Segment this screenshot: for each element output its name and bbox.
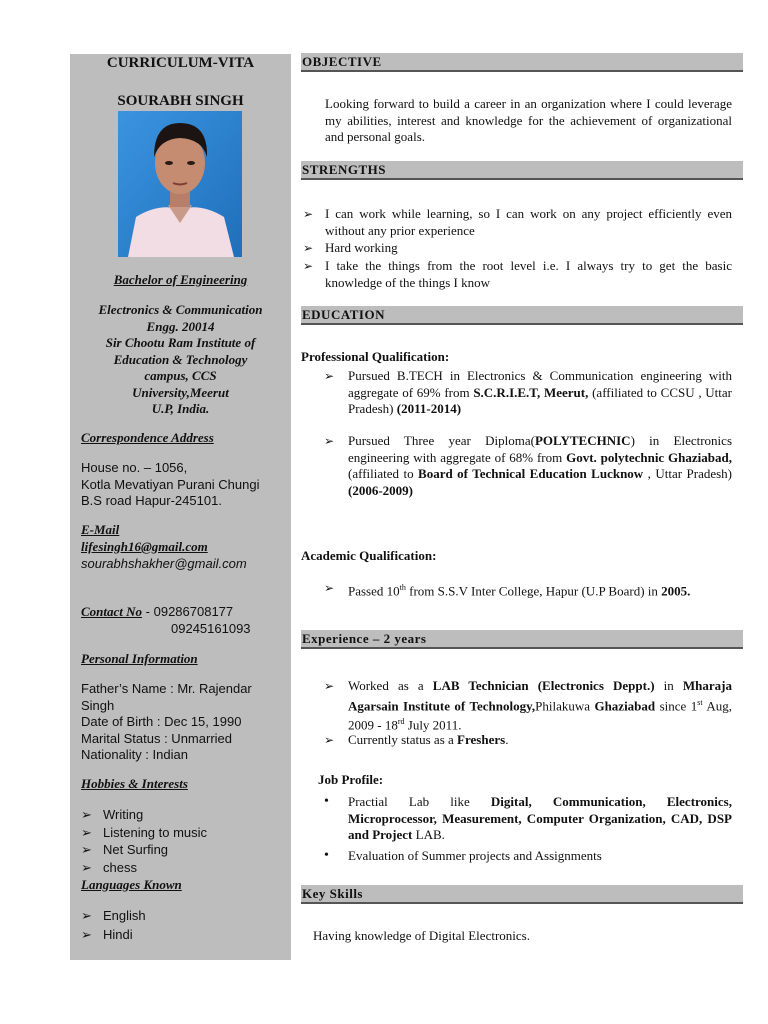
list-item: ➢ Pursued Three year Diploma(POLYTECHNIC) in Electronics engineering with aggregate of 68% from Govt. polytechnic Ghaziabad, (affiliated to Board of Technical Education Lucknow , Uttar Pradesh) (2006-2009) (324, 433, 733, 498)
strengths-heading: STRENGTHS (301, 161, 743, 180)
list-item: • Evaluation of Summer projects and Assignments (324, 848, 602, 863)
candidate-name: SOURABH SINGH (117, 93, 244, 109)
list-item: ➢ I take the things from the root level i.e. I always try to get the basic knowledge of the things I know (303, 258, 732, 290)
degree-line: U.P, India. (151, 401, 210, 416)
job-profile-heading: Job Profile: (318, 772, 384, 787)
hobby-label: chess (103, 859, 137, 875)
list-item: ➢ Currently status as a Freshers. (324, 732, 509, 747)
phone-number[interactable]: 09245161093 (171, 621, 251, 636)
key-skills-heading: Key Skills (301, 885, 743, 904)
list-item (81, 824, 207, 842)
academic-heading: Academic Qualification: (301, 548, 437, 563)
degree-line: Electronics & Communication (98, 302, 263, 317)
arrow-bullet-icon: ➢ (81, 859, 92, 875)
list-item: ➢ Passed 10th from S.S.V Inter College, Hapur (U.P Board) in 2005. (324, 581, 691, 599)
languages-list (81, 906, 146, 944)
list-item: ➢ Hard working (303, 240, 398, 255)
arrow-bullet-icon: ➢ (303, 259, 314, 273)
language-label: English (103, 908, 146, 923)
degree-line: campus, CCS (144, 368, 217, 383)
degree-details (70, 302, 291, 418)
key-skills-text: Having knowledge of Digital Electronics. (313, 928, 530, 943)
experience-heading: Experience – 2 years (301, 630, 743, 649)
arrow-bullet-icon: ➢ (324, 733, 335, 747)
contact-row (81, 604, 233, 620)
arrow-bullet-icon: ➢ (303, 207, 314, 221)
list-item (81, 841, 207, 859)
personal-line: Marital Status : Unmarried (81, 730, 232, 746)
email-heading: E-Mail (81, 522, 120, 537)
degree-line: Engg. 20014 (146, 318, 215, 334)
email-primary-link[interactable]: lifesingh16@gmail.com (81, 539, 208, 554)
personal-line: Father’s Name : Mr. Rajendar (81, 681, 252, 696)
arrow-bullet-icon: ➢ (324, 369, 335, 383)
list-item (81, 925, 146, 944)
arrow-bullet-icon: ➢ (81, 927, 92, 942)
list-item (81, 859, 207, 877)
personal-line: Singh (81, 697, 115, 713)
arrow-bullet-icon: ➢ (303, 241, 314, 255)
arrow-bullet-icon: ➢ (81, 842, 92, 857)
list-item (81, 806, 207, 824)
personal-line: Nationality : Indian (81, 747, 188, 762)
personal-info (81, 681, 252, 764)
email-secondary-link[interactable]: sourabhshakher@gmail.com (81, 556, 247, 571)
list-item (81, 906, 146, 925)
hobby-label: Writing (103, 807, 144, 822)
hobby-label: Listening to music (103, 824, 208, 840)
languages-heading: Languages Known (81, 877, 182, 892)
person-photo-icon (118, 111, 242, 257)
hobbies-heading: Hobbies & Interests (81, 776, 188, 791)
professional-heading: Professional Qualification: (301, 349, 450, 364)
arrow-bullet-icon: ➢ (324, 581, 335, 595)
list-item: • Practial Lab like Digital, Communication, Electronics, Microprocessor, Measurement, Computer Organization, CAD, DSP and Project LAB. (324, 794, 732, 842)
list-item: ➢ Pursued B.TECH in Electronics & Communication engineering with aggregate of 69% from S.C.R.I.E.T, Meerut, (affiliated to CCSU , Uttar Pradesh) (2011-2014) (324, 368, 732, 416)
contact-separator: - (142, 604, 154, 619)
arrow-bullet-icon: ➢ (81, 807, 92, 822)
contact-label: Contact No (81, 604, 143, 619)
phone-number[interactable]: 09286708177 (153, 604, 234, 619)
education-heading: EDUCATION (301, 306, 743, 325)
address-line: B.S road Hapur-245101. (81, 493, 222, 508)
address-heading: Correspondence Address (81, 430, 214, 445)
profile-photo (118, 111, 242, 257)
hobby-label: Net Surfing (103, 842, 169, 857)
degree-line: Sir Chootu Ram Institute of (105, 335, 256, 350)
address-block (81, 460, 260, 510)
arrow-bullet-icon: ➢ (81, 908, 92, 923)
list-item: ➢ Worked as a LAB Technician (Electronics Deppt.) in Mharaja Agarsain Institute of Technology,Philakuwa Ghaziabad since 1st Aug, 2009 - 18rd July 2011. (324, 678, 733, 733)
language-label: Hindi (103, 927, 133, 942)
personal-heading: Personal Information (81, 651, 198, 666)
hobbies-list (81, 806, 207, 876)
bullet-dot-icon: • (324, 794, 329, 809)
arrow-bullet-icon: ➢ (324, 434, 335, 448)
arrow-bullet-icon: ➢ (81, 824, 92, 840)
cv-title: CURRICULUM-VITA (106, 55, 255, 71)
bullet-dot-icon: • (324, 848, 329, 863)
objective-text: Looking forward to build a career in an organization where I could leverage my abilities, interest and knowledge for the achievement of organizational and personal goals. (325, 96, 732, 144)
objective-heading: OBJECTIVE (301, 53, 743, 72)
arrow-bullet-icon: ➢ (324, 679, 335, 693)
degree-line: Education & Technology (113, 351, 248, 367)
degree-title: Bachelor of Engineering (113, 272, 248, 287)
degree-line: University,Meerut (132, 384, 229, 400)
personal-line: Date of Birth : Dec 15, 1990 (81, 714, 242, 729)
address-line: Kotla Mevatiyan Purani Chungi (81, 476, 260, 492)
list-item: ➢ I can work while learning, so I can work on any project efficiently even without any prior experience (303, 206, 732, 238)
address-line: House no. – 1056, (81, 460, 188, 475)
